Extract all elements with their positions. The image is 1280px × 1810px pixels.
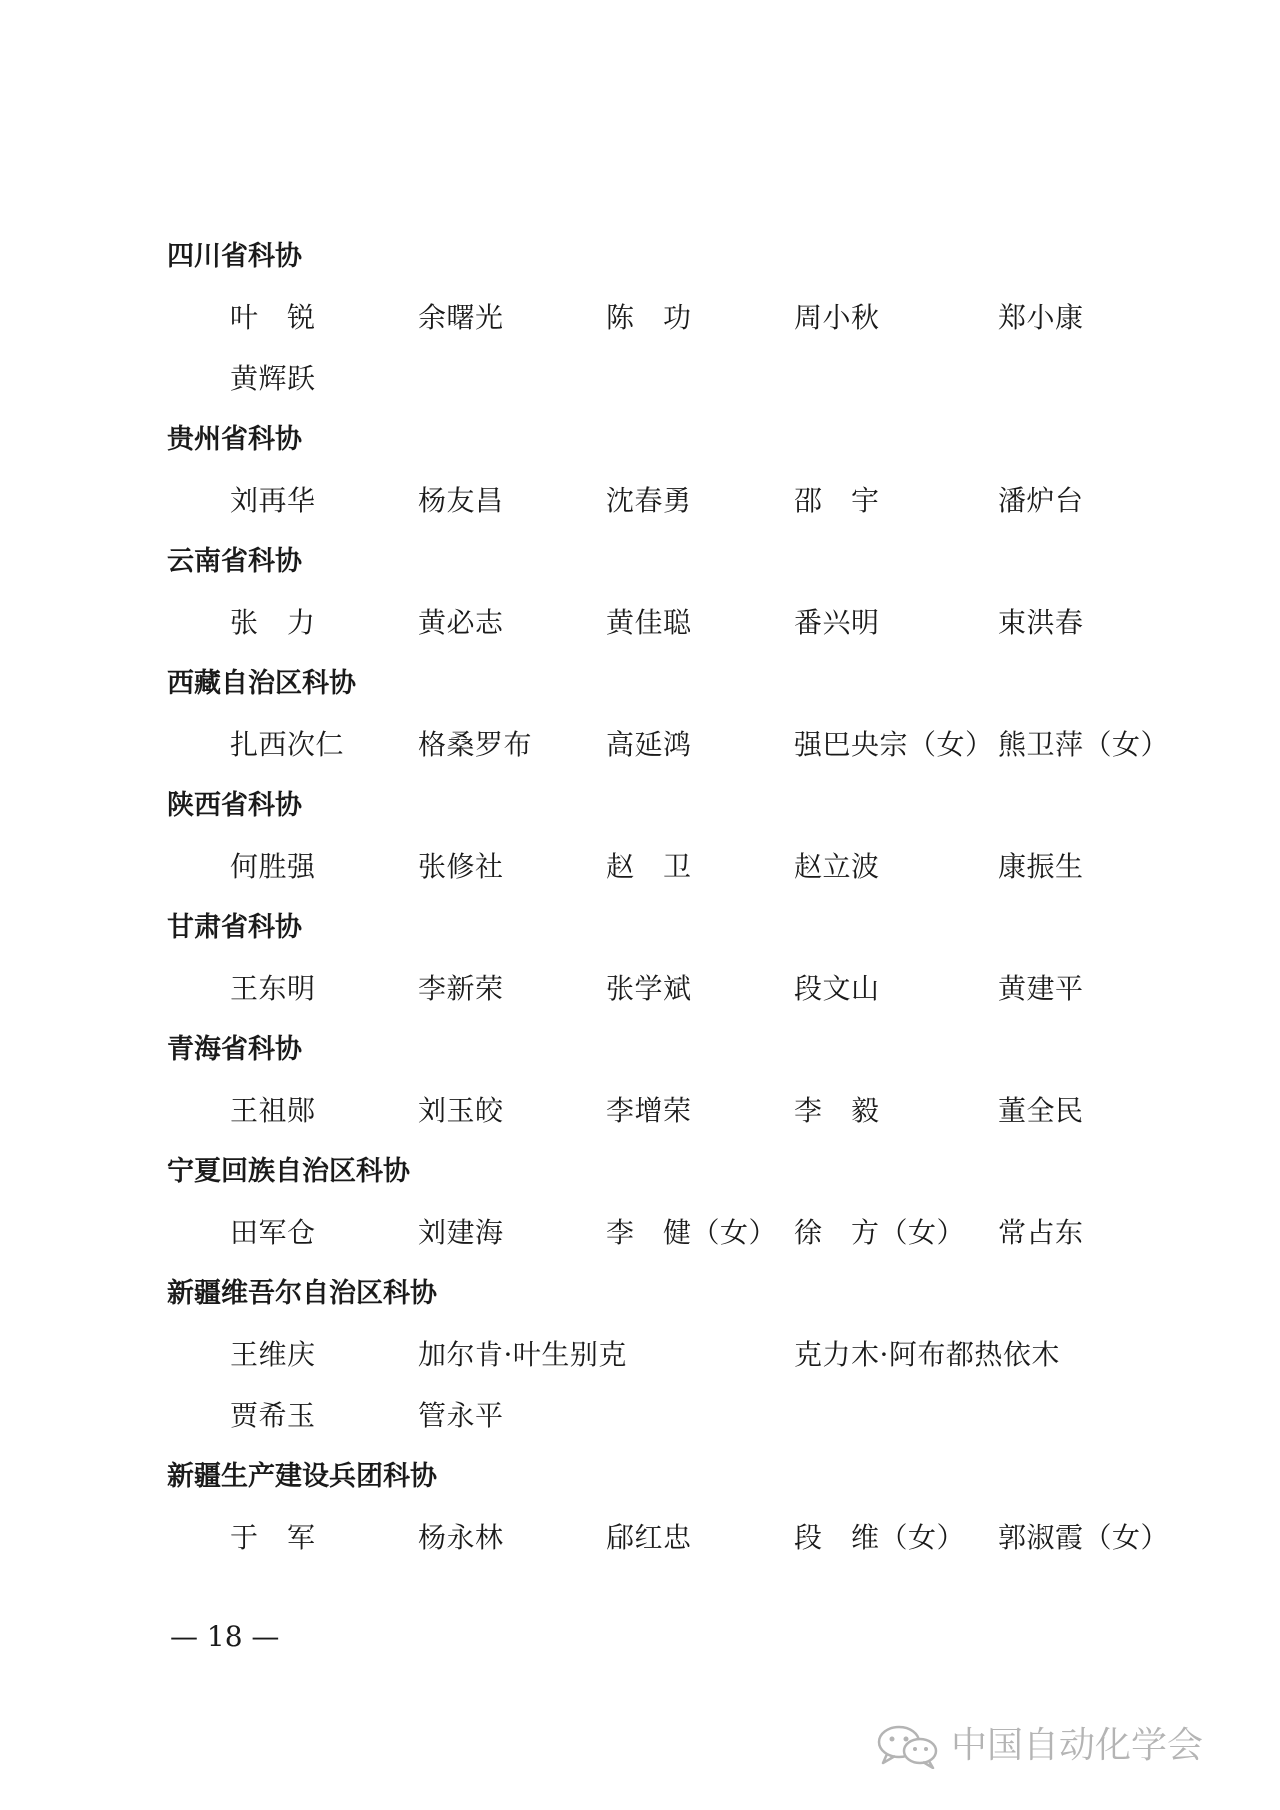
member-name: 于 军 — [230, 1521, 316, 1554]
member-name: 段文山 — [794, 972, 880, 1005]
member-name: 余曙光 — [418, 301, 504, 334]
section-title: 新疆生产建设兵团科协 — [167, 1461, 437, 1492]
member-name: 李增荣 — [606, 1094, 692, 1127]
member-name: 郈红忠 — [606, 1521, 692, 1554]
member-name: 沈春勇 — [606, 484, 692, 517]
member-name: 黄佳聪 — [606, 606, 692, 639]
section-title: 西藏自治区科协 — [167, 668, 356, 699]
member-name: 扎西次仁 — [230, 728, 345, 761]
member-name: 高延鸿 — [606, 728, 692, 761]
member-name: 王东明 — [230, 972, 316, 1005]
member-name: 何胜强 — [230, 850, 316, 883]
member-name: 格桑罗布 — [418, 728, 533, 761]
member-name: 张学斌 — [606, 972, 692, 1005]
section-title: 陕西省科协 — [167, 790, 302, 821]
member-name: 常占东 — [998, 1216, 1084, 1249]
page-number: — 18 — — [170, 1620, 280, 1653]
section-title: 四川省科协 — [167, 241, 302, 272]
member-name: 张 力 — [230, 606, 316, 639]
member-name: 番兴明 — [794, 606, 880, 639]
member-name: 叶 锐 — [230, 301, 316, 334]
member-name: 克力木·阿布都热依木 — [794, 1338, 1060, 1371]
wechat-icon — [875, 1723, 943, 1769]
member-name: 邵 宇 — [794, 484, 880, 517]
member-name: 赵立波 — [794, 850, 880, 883]
section-title: 宁夏回族自治区科协 — [167, 1156, 410, 1187]
member-name: 杨永林 — [418, 1521, 504, 1554]
watermark-text: 中国自动化学会 — [951, 1725, 1204, 1766]
member-name: 潘炉台 — [998, 484, 1084, 517]
member-name: 段 维（女） — [794, 1521, 966, 1554]
section-title: 贵州省科协 — [167, 424, 302, 455]
member-name: 刘再华 — [230, 484, 316, 517]
section-title: 甘肃省科协 — [167, 912, 302, 943]
member-name: 董全民 — [998, 1094, 1084, 1127]
section-title: 新疆维吾尔自治区科协 — [167, 1278, 437, 1309]
watermark — [875, 1722, 1203, 1770]
member-name: 加尔肯·叶生别克 — [418, 1338, 627, 1371]
member-name: 赵 卫 — [606, 850, 692, 883]
member-name: 李 毅 — [794, 1094, 880, 1127]
member-name: 徐 方（女） — [794, 1216, 966, 1249]
member-name: 李 健（女） — [606, 1216, 778, 1249]
member-name: 郭淑霞（女） — [998, 1521, 1170, 1554]
member-name: 强巴央宗（女） — [794, 728, 994, 761]
member-name: 李新荣 — [418, 972, 504, 1005]
section-title: 青海省科协 — [167, 1034, 302, 1065]
member-name: 贾希玉 — [230, 1399, 316, 1432]
member-name: 康振生 — [998, 850, 1084, 883]
member-name: 黄辉跃 — [230, 362, 316, 395]
member-name: 熊卫萍（女） — [998, 728, 1170, 761]
member-name: 刘玉皎 — [418, 1094, 504, 1127]
section-title: 云南省科协 — [167, 546, 302, 577]
member-name: 王祖郧 — [230, 1094, 316, 1127]
member-name: 黄必志 — [418, 606, 504, 639]
member-name: 杨友昌 — [418, 484, 504, 517]
member-name: 张修社 — [418, 850, 504, 883]
member-name: 黄建平 — [998, 972, 1084, 1005]
member-name: 陈 功 — [606, 301, 692, 334]
member-name: 刘建海 — [418, 1216, 504, 1249]
member-name: 田军仓 — [230, 1216, 316, 1249]
member-name: 管永平 — [418, 1399, 504, 1432]
member-name: 王维庆 — [230, 1338, 316, 1371]
member-name: 束洪春 — [998, 606, 1084, 639]
member-name: 周小秋 — [794, 301, 880, 334]
member-name: 郑小康 — [998, 301, 1084, 334]
